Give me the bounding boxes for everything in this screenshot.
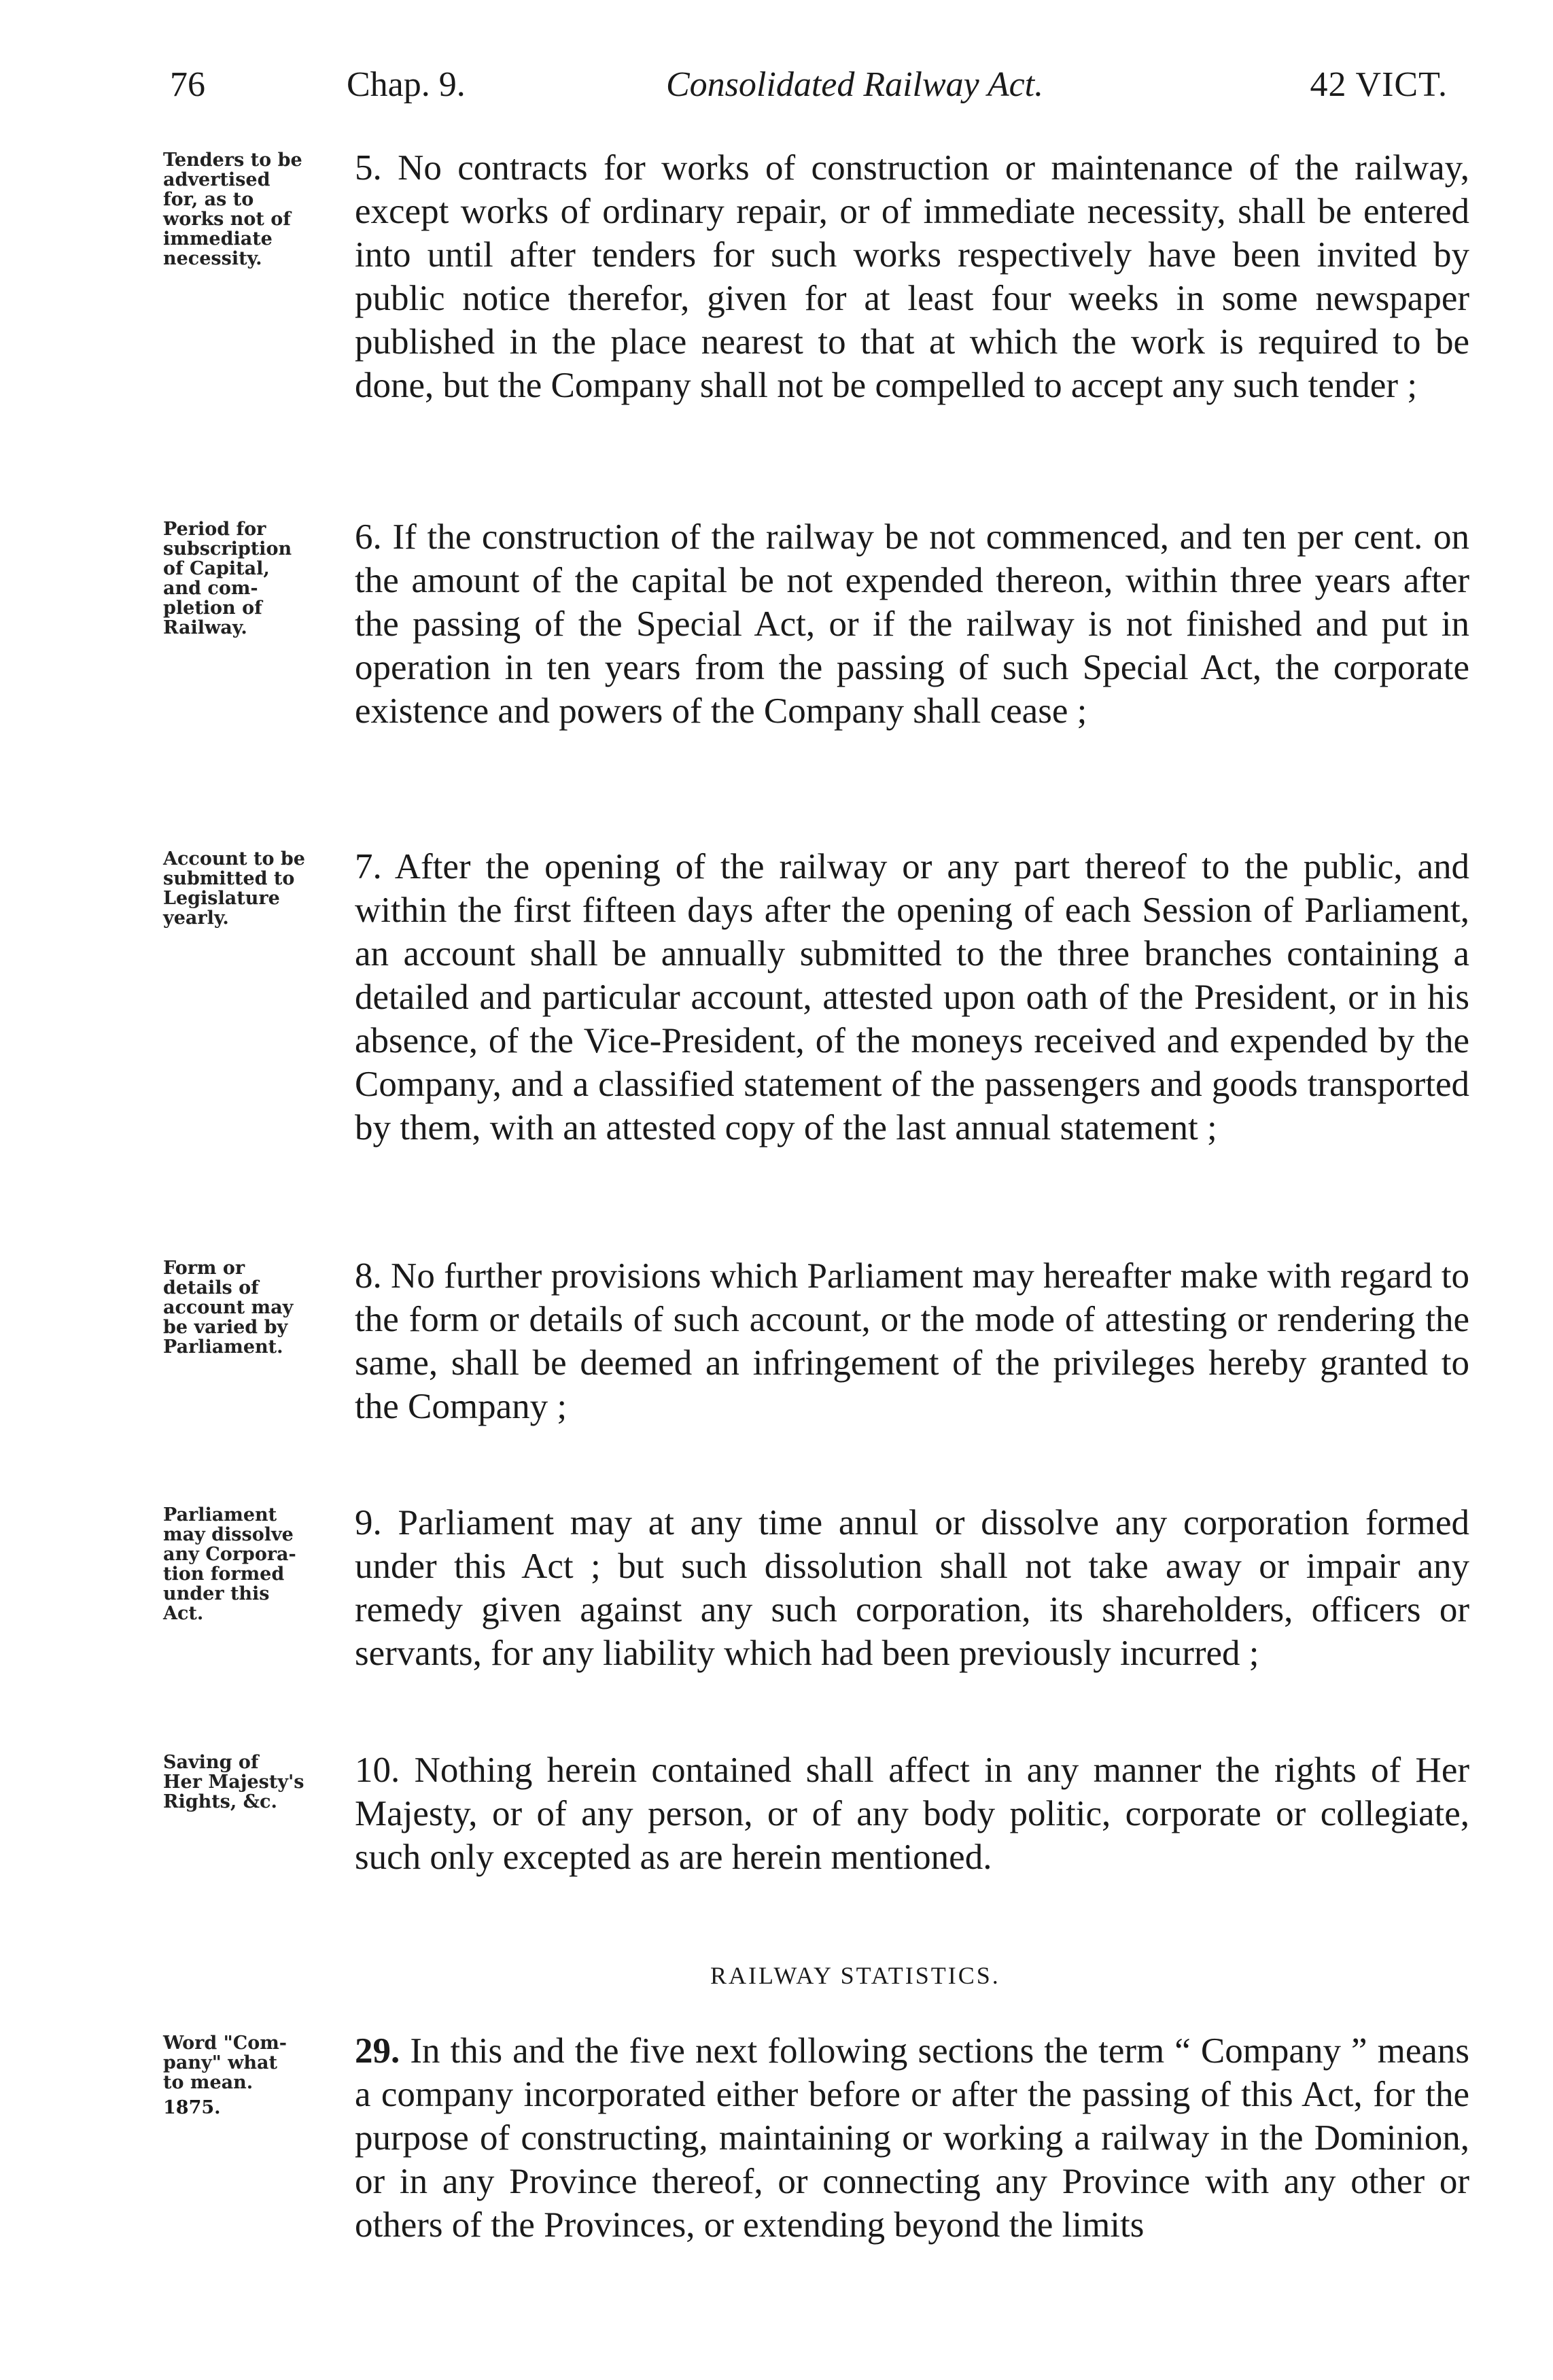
section-body	[355, 1501, 1469, 1675]
section-body	[355, 845, 1469, 1150]
chapter-label: Chap. 9.	[347, 65, 466, 104]
running-header	[170, 65, 1448, 119]
act-title: Consolidated Railway Act.	[666, 65, 1044, 104]
section-text: If the construction of the railway be not commenced, and ten per cent. on the amount of the capital be not expended thereon, within three years after the passing of the Special Act, or if the railway is not finished and put in operation in ten years from the passing of such Special Act, the corporate existence and powers of the Company shall cease ;	[355, 517, 1470, 731]
section-text: No contracts for works of construction or maintenance of the railway, except works of ordinary repair, or of immediate necessity, shall be entered into until after tenders for such works respectively have been invited by public notice therefor, given for at least four weeks in some newspaper published in the place nearest to that at which the work is required to be done, but the Company shall not be compelled to accept any such tender ;	[355, 148, 1469, 405]
margin-note-year: 1875.	[163, 2097, 221, 2118]
margin-note: Saving of Her Majesty's Rights, &c.	[163, 1752, 304, 1812]
section-text: In this and the five next following sections the term “ Company ” means a company incorporated either before or after the passing of this Act, for the purpose of constructing, maintaining or working a railway in the Dominion, or in any Province thereof, or connecting any Province with any other or others of the Provinces, or extending beyond the limits	[355, 2031, 1469, 2245]
section-text: Nothing herein contained shall affect in any manner the rights of Her Majesty, or of any person, or of any body politic, corporate or collegiate, such only excepted as are herein mentioned.	[355, 1750, 1469, 1877]
margin-note: Account to be submitted to Legislature yearly.	[163, 848, 305, 929]
section-number: 10.	[355, 1750, 400, 1790]
section-text: Parliament may at any time annul or dissolve any corporation formed under this Act ; but such dissolution shall not take away or impair any remedy given against any such corporation, its shareholders, officers or servants, for any liability which had been previously incurred ;	[355, 1503, 1470, 1673]
section-number: 29.	[355, 2031, 400, 2071]
margin-note: Parliament may dissolve any Corpora- tion formed under this Act.	[163, 1504, 296, 1624]
section-body	[355, 1748, 1469, 1879]
section-number: 6.	[355, 517, 382, 557]
section-number: 7.	[355, 847, 382, 886]
margin-note: Word "Com- pany" what to mean.	[163, 2033, 287, 2093]
section-body	[355, 1254, 1469, 1428]
section-body	[355, 146, 1469, 407]
section-number: 8.	[355, 1256, 382, 1296]
margin-note: Form or details of account may be varied by Parliament.	[163, 1258, 294, 1358]
page-number: 76	[170, 65, 205, 104]
section-body	[355, 515, 1469, 733]
section-body	[355, 2029, 1469, 2247]
margin-note: Tenders to be advertised for, as to works not of immediate necessity.	[163, 150, 302, 269]
regnal-year: 42 VICT.	[1310, 65, 1448, 104]
section-number: 9.	[355, 1503, 382, 1542]
section-text: After the opening of the railway or any part thereof to the public, and within the first fifteen days after the opening of each Session of Parliament, an account shall be annually submitted to the three branches containing a detailed and particular account, attested upon oath of the President, or in his absence, of the Vice-President, of the moneys received and expended by the Company, and a classified statement of the passengers and goods transported by them, with an attested copy of the last annual statement ;	[355, 847, 1469, 1148]
section-text: No further provisions which Parliament may hereafter make with regard to the form or details of such account, or the mode of attesting or rendering the same, shall be deemed an infringement of the privileges hereby granted to the Company ;	[355, 1256, 1469, 1426]
section-number: 5.	[355, 148, 382, 188]
section-heading: RAILWAY STATISTICS.	[710, 1962, 1000, 1989]
margin-note: Period for subscription of Capital, and com- pletion of Railway.	[163, 519, 292, 638]
